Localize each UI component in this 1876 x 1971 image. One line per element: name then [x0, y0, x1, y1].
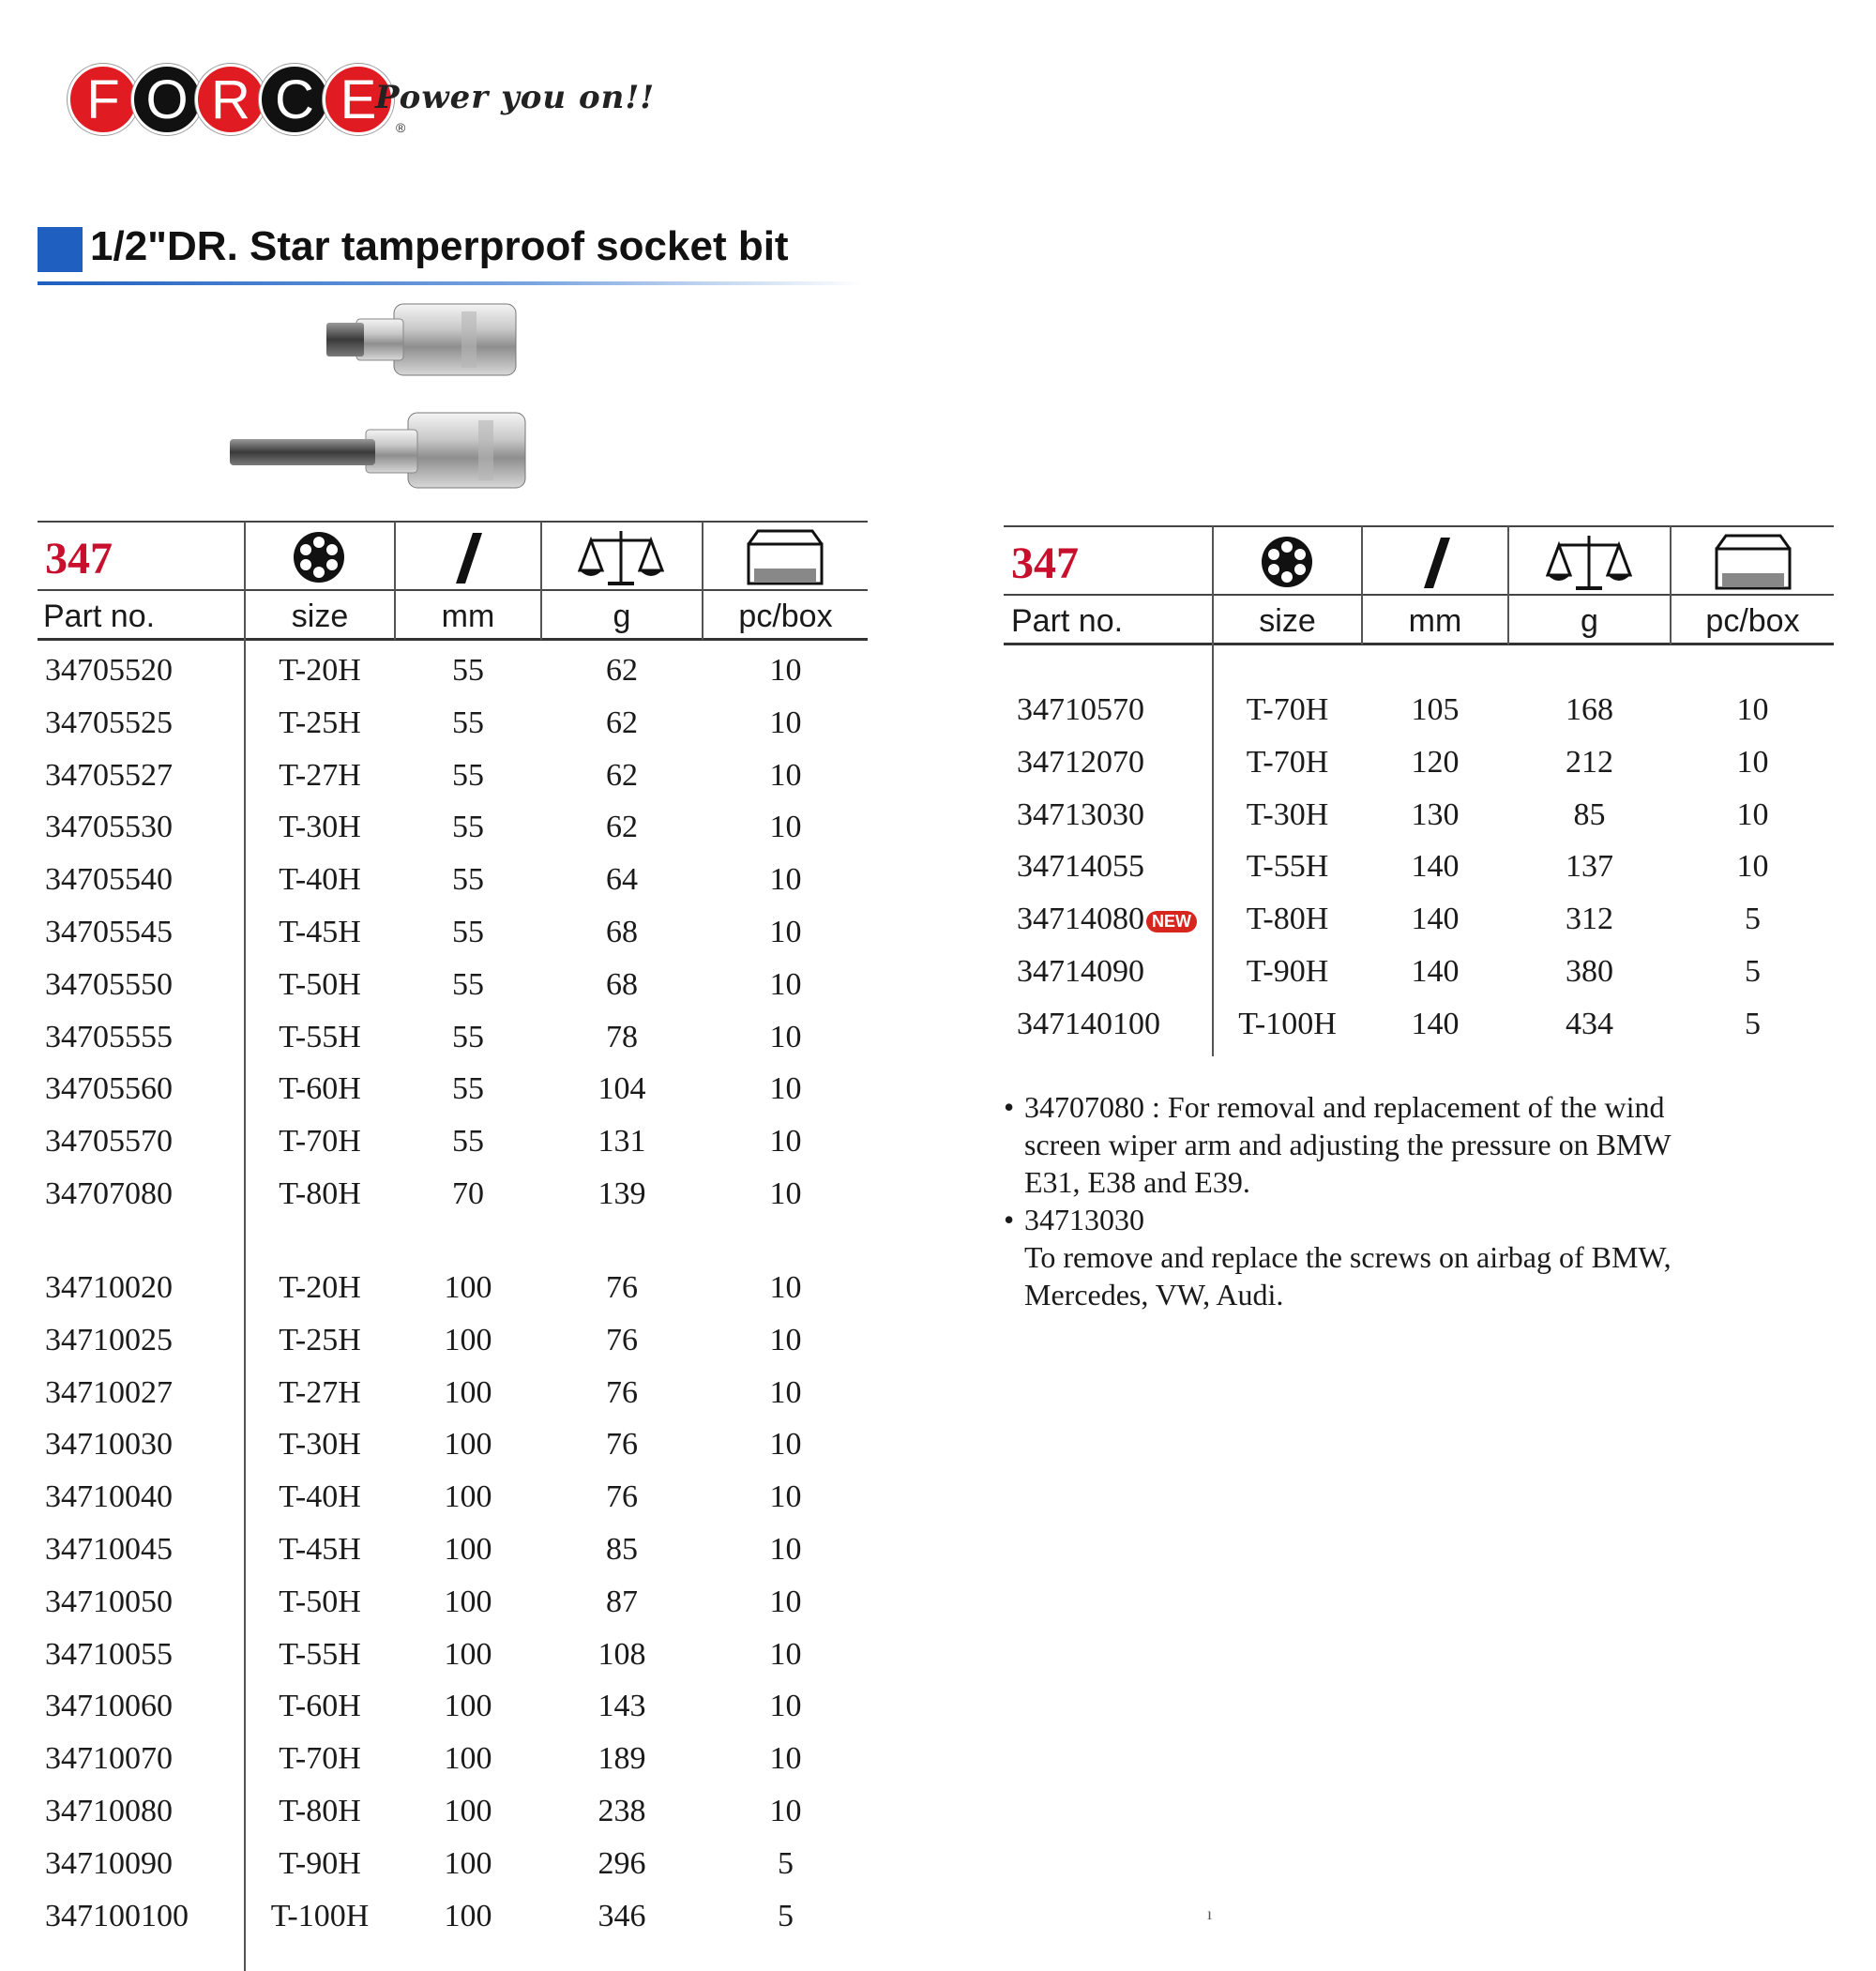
size-cell: T-30H	[1246, 796, 1329, 832]
part-number-cell: 34710060	[45, 1689, 173, 1724]
part-number-cell: 34705525	[45, 705, 173, 740]
note-line: 34707080 : For removal and replacement of the wind	[1024, 1090, 1665, 1124]
length-mm-cell: 70	[452, 1176, 484, 1211]
title-accent-square	[38, 227, 83, 272]
length-mm-cell: 100	[444, 1532, 492, 1567]
pc-per-box-cell: 5	[778, 1845, 794, 1881]
size-cell: T-30H	[279, 810, 361, 845]
size-cell: T-100H	[1238, 1006, 1337, 1041]
part-number-cell: 34705555	[45, 1019, 173, 1054]
size-cell: T-70H	[1246, 744, 1329, 780]
series-code: 347	[1011, 538, 1079, 588]
note-line: screen wiper arm and adjusting the pressure on BMW	[1024, 1128, 1672, 1161]
weight-g-cell: 137	[1566, 849, 1613, 885]
note-item	[1004, 1201, 1773, 1313]
column-header-part-no: Part no.	[43, 599, 156, 634]
logo-letter: R	[195, 64, 266, 135]
weight-scale-icon	[578, 527, 664, 589]
length-mm-cell: 120	[1411, 744, 1460, 780]
size-cell: T-60H	[279, 1689, 361, 1724]
length-mm-cell: 140	[1411, 1006, 1460, 1041]
part-number-cell: 34710030	[45, 1427, 173, 1463]
part-number-cell: 34710050	[45, 1584, 173, 1619]
part-number-cell: 34714055	[1017, 849, 1144, 885]
pc-per-box-cell: 10	[769, 653, 802, 688]
pc-per-box-cell: 10	[769, 1071, 802, 1107]
pc-per-box-cell: 5	[1745, 1006, 1761, 1041]
length-mm-cell: 100	[444, 1898, 492, 1933]
weight-g-cell: 212	[1566, 744, 1613, 780]
note-item	[1004, 1088, 1773, 1201]
size-cell: T-50H	[279, 966, 361, 1002]
part-number-cell: 34714080 NEW	[1017, 902, 1197, 937]
part-number-cell: 347140100	[1017, 1006, 1160, 1041]
pc-per-box-cell: 10	[769, 915, 802, 949]
pc-per-box-cell: 10	[769, 705, 802, 740]
size-cell: T-70H	[1246, 692, 1329, 727]
logo-letter: C	[259, 64, 330, 135]
size-cell: T-40H	[279, 862, 361, 898]
size-cell: T-27H	[279, 1374, 361, 1410]
size-cell: T-25H	[279, 1322, 361, 1357]
part-number-cell: 34705545	[45, 915, 173, 949]
length-mm-cell: 140	[1411, 849, 1460, 885]
length-mm-cell: 55	[452, 966, 484, 1002]
note-line: E31, E38 and E39.	[1024, 1165, 1250, 1199]
size-cell: T-55H	[279, 1636, 361, 1672]
length-mm-cell: 100	[444, 1794, 492, 1828]
pc-per-box-cell: 10	[769, 1584, 802, 1619]
length-mm-cell: 55	[452, 1071, 484, 1107]
size-cell: T-80H	[1246, 902, 1329, 937]
column-header-mm: mm	[1408, 603, 1462, 639]
size-cell: T-55H	[1246, 849, 1329, 885]
length-mm-cell: 140	[1411, 902, 1460, 937]
length-mm-cell: 100	[444, 1270, 492, 1305]
size-cell: T-80H	[279, 1794, 361, 1828]
part-number-cell: 34713030	[1017, 796, 1144, 832]
box-icon	[743, 527, 827, 587]
part-number-cell: 34705560	[45, 1071, 173, 1107]
pc-per-box-cell: 10	[769, 810, 802, 845]
length-mm-cell: 105	[1411, 692, 1460, 727]
length-mm-cell: 55	[452, 705, 484, 740]
part-number-cell: 34710020	[45, 1270, 173, 1305]
weight-g-cell: 62	[606, 810, 638, 845]
length-mm-cell: 100	[444, 1322, 492, 1357]
weight-g-cell: 380	[1566, 954, 1613, 989]
length-mm-cell: 55	[452, 1019, 484, 1054]
length-mm-cell: 55	[452, 810, 484, 845]
pc-per-box-cell: 10	[769, 757, 802, 793]
brand-tagline: Power you on!!	[375, 79, 656, 116]
weight-g-cell: 238	[598, 1794, 646, 1828]
length-mm-cell: 100	[444, 1741, 492, 1777]
weight-g-cell: 76	[606, 1374, 638, 1410]
weight-g-cell: 64	[606, 862, 638, 898]
weight-g-cell: 76	[606, 1270, 638, 1305]
pc-per-box-cell: 10	[769, 862, 802, 898]
note-bullet: •	[1004, 1203, 1015, 1236]
weight-g-cell: 296	[598, 1845, 646, 1881]
pc-per-box-cell: 10	[769, 1479, 802, 1515]
part-number-cell: 34705540	[45, 862, 173, 898]
length-l-icon	[1416, 536, 1458, 594]
pc-per-box-cell: 10	[1736, 796, 1769, 832]
logo-letter: O	[131, 64, 203, 135]
size-cell: T-20H	[279, 1270, 361, 1305]
pc-per-box-cell: 10	[769, 966, 802, 1002]
weight-g-cell: 189	[598, 1741, 646, 1777]
part-number-cell: 34710570	[1017, 692, 1144, 727]
size-cell: T-90H	[279, 1845, 361, 1881]
size-cell: T-55H	[279, 1019, 361, 1054]
part-number-cell: 34710055	[45, 1636, 173, 1672]
title-underline	[38, 281, 863, 285]
star-socket-size-icon	[1257, 534, 1317, 590]
column-header-g: g	[613, 599, 631, 634]
size-cell: T-27H	[279, 757, 361, 793]
page-title: 1/2"DR. Star tamperproof socket bit	[90, 223, 789, 269]
pc-per-box-cell: 10	[769, 1176, 802, 1211]
weight-g-cell: 143	[598, 1689, 646, 1724]
star-socket-size-icon	[289, 529, 349, 585]
size-cell: T-25H	[279, 705, 361, 740]
weight-g-cell: 346	[598, 1898, 646, 1933]
weight-g-cell: 434	[1566, 1006, 1613, 1041]
column-header-g: g	[1581, 603, 1598, 639]
length-mm-cell: 130	[1411, 796, 1460, 832]
weight-g-cell: 104	[598, 1071, 646, 1107]
box-icon	[1711, 532, 1795, 592]
length-mm-cell: 100	[444, 1845, 492, 1881]
pc-per-box-cell: 10	[769, 1741, 802, 1777]
note-line: 34713030	[1024, 1203, 1144, 1236]
force-logo	[68, 64, 405, 135]
pc-per-box-cell: 10	[769, 1019, 802, 1054]
column-header-pcbox: pc/box	[738, 599, 833, 634]
stray-print-mark: ı	[1207, 1904, 1213, 1923]
column-header-pcbox: pc/box	[1705, 603, 1800, 639]
size-cell: T-70H	[279, 1741, 361, 1777]
length-mm-cell: 100	[444, 1374, 492, 1410]
pc-per-box-cell: 5	[1745, 954, 1761, 989]
weight-g-cell: 76	[606, 1427, 638, 1463]
weight-g-cell: 68	[606, 915, 638, 949]
part-number-cell: 34710025	[45, 1322, 173, 1357]
length-mm-cell: 55	[452, 862, 484, 898]
part-number-cell: 34705570	[45, 1124, 173, 1160]
usage-notes	[1004, 1088, 1773, 1313]
weight-g-cell: 62	[606, 757, 638, 793]
pc-per-box-cell: 10	[769, 1270, 802, 1305]
length-l-icon	[448, 531, 490, 589]
length-mm-cell: 55	[452, 757, 484, 793]
size-cell: T-20H	[279, 653, 361, 688]
socket-bit-product-image	[216, 293, 628, 518]
part-number-cell: 34710040	[45, 1479, 173, 1515]
column-header-part-no: Part no.	[1011, 603, 1124, 639]
length-mm-cell: 140	[1411, 954, 1460, 989]
size-cell: T-30H	[279, 1427, 361, 1463]
new-badge: NEW	[1146, 911, 1197, 932]
size-cell: T-70H	[279, 1124, 361, 1160]
size-cell: T-80H	[279, 1176, 361, 1211]
column-header-mm: mm	[441, 599, 495, 634]
size-cell: T-50H	[279, 1584, 361, 1619]
part-number-cell: 34705520	[45, 653, 173, 688]
pc-per-box-cell: 10	[1736, 692, 1769, 727]
part-number-cell: 34705527	[45, 757, 173, 793]
size-cell: T-100H	[270, 1898, 370, 1933]
pc-per-box-cell: 10	[1736, 849, 1769, 885]
pc-per-box-cell: 10	[769, 1532, 802, 1567]
pc-per-box-cell: 10	[769, 1636, 802, 1672]
part-number-cell: 34710027	[45, 1374, 173, 1410]
part-number-cell: 347100100	[45, 1898, 189, 1933]
part-number-cell: 34710080	[45, 1794, 173, 1828]
weight-g-cell: 168	[1566, 692, 1613, 727]
length-mm-cell: 100	[444, 1689, 492, 1724]
pc-per-box-cell: 10	[1736, 744, 1769, 780]
series-code: 347	[45, 534, 113, 584]
length-mm-cell: 100	[444, 1584, 492, 1619]
weight-g-cell: 108	[598, 1636, 646, 1672]
column-header-size: size	[1259, 603, 1316, 639]
note-line: To remove and replace the screws on airbag of BMW,	[1024, 1240, 1672, 1274]
weight-g-cell: 85	[1573, 796, 1606, 832]
length-mm-cell: 100	[444, 1427, 492, 1463]
weight-g-cell: 312	[1566, 902, 1613, 937]
part-number-cell: 34710045	[45, 1532, 173, 1567]
length-mm-cell: 100	[444, 1636, 492, 1672]
length-mm-cell: 55	[452, 1124, 484, 1160]
pc-per-box-cell: 10	[769, 1322, 802, 1357]
pc-per-box-cell: 10	[769, 1427, 802, 1463]
weight-g-cell: 62	[606, 705, 638, 740]
pc-per-box-cell: 10	[769, 1374, 802, 1410]
pc-per-box-cell: 5	[1745, 902, 1761, 937]
weight-g-cell: 68	[606, 966, 638, 1002]
size-cell: T-45H	[279, 1532, 361, 1567]
part-number-cell: 34712070	[1017, 744, 1144, 780]
registered-mark: ®	[396, 120, 406, 135]
weight-g-cell: 131	[598, 1124, 646, 1160]
note-line: Mercedes, VW, Audi.	[1024, 1278, 1284, 1311]
size-cell: T-90H	[1246, 954, 1329, 989]
weight-g-cell: 85	[606, 1532, 638, 1567]
size-cell: T-60H	[279, 1071, 361, 1107]
weight-g-cell: 62	[606, 653, 638, 688]
part-number-cell: 34705550	[45, 966, 173, 1002]
part-number-cell: 34705530	[45, 810, 173, 845]
weight-g-cell: 78	[606, 1019, 638, 1054]
pc-per-box-cell: 10	[769, 1124, 802, 1160]
weight-g-cell: 76	[606, 1479, 638, 1515]
length-mm-cell: 55	[452, 915, 484, 949]
column-header-size: size	[291, 599, 349, 634]
size-cell: T-45H	[279, 915, 361, 949]
weight-g-cell: 76	[606, 1322, 638, 1357]
pc-per-box-cell: 10	[769, 1794, 802, 1828]
pc-per-box-cell: 10	[769, 1689, 802, 1724]
weight-g-cell: 87	[606, 1584, 638, 1619]
part-number-cell: 34707080	[45, 1176, 173, 1211]
length-mm-cell: 100	[444, 1479, 492, 1515]
part-number-cell: 34710090	[45, 1845, 173, 1881]
size-cell: T-40H	[279, 1479, 361, 1515]
length-mm-cell: 55	[452, 653, 484, 688]
logo-letter: F	[68, 64, 139, 135]
pc-per-box-cell: 5	[778, 1898, 794, 1933]
part-number-cell: 34710070	[45, 1741, 173, 1777]
note-bullet: •	[1004, 1090, 1015, 1124]
part-number-cell: 34714090	[1017, 954, 1144, 989]
weight-scale-icon	[1546, 532, 1632, 594]
logo-letter: E	[323, 64, 394, 135]
weight-g-cell: 139	[598, 1176, 646, 1211]
